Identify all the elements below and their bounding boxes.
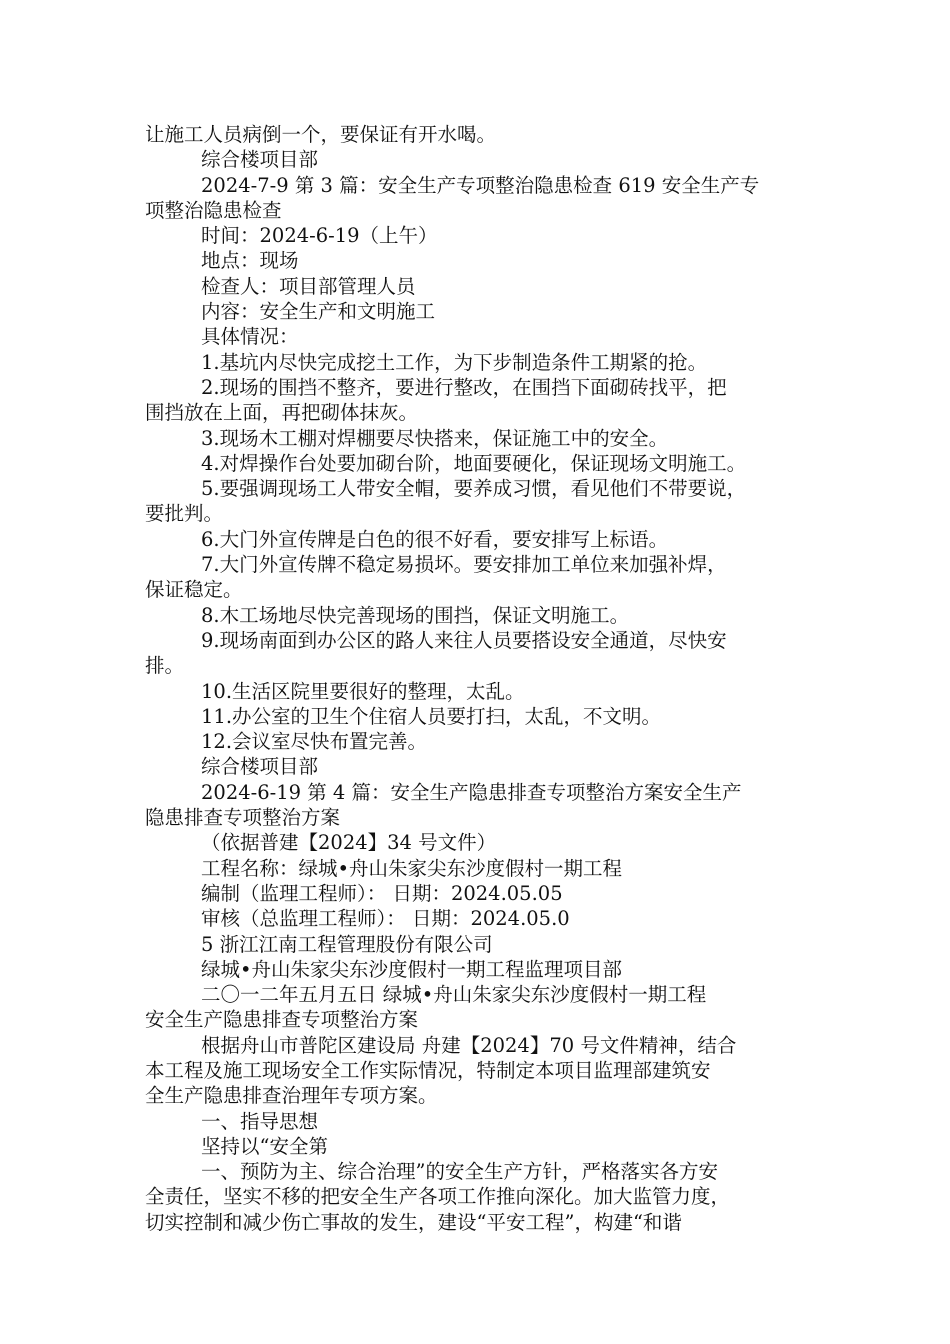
text-line: 综合楼项目部 [201,755,319,779]
text-line: 根据舟山市普陀区建设局 舟建【2024】70 号文件精神，结合 [201,1033,737,1057]
text-line: 11.办公室的卫生个住宿人员要打扫，太乱，不文明。 [201,704,662,728]
document-body [145,122,810,1235]
text-line: 保证稳定。 [145,578,243,602]
text-line: 工程名称：绿城•舟山朱家尖东沙度假村一期工程 [201,856,623,880]
text-line: 二〇一二年五月五日 绿城•舟山朱家尖东沙度假村一期工程 [201,983,707,1007]
text-line: 审核（总监理工程师）： 日期：2024.05.0 [201,907,570,931]
text-line: 8.木工场地尽快完善现场的围挡，保证文明施工。 [201,603,630,627]
text-line: 内容：安全生产和文明施工 [201,300,436,324]
text-line: 10.生活区院里要很好的整理，太乱。 [201,679,525,703]
text-line: 围挡放在上面，再把砌体抹灰。 [145,401,419,425]
text-line: 7.大门外宣传牌不稳定易损坏。要安排加工单位来加强补焊， [201,553,727,577]
text-line: 3.现场木工棚对焊棚要尽快搭来，保证施工中的安全。 [201,426,669,450]
text-line: 1.基坑内尽快完成挖土工作，为下步制造条件工期紧的抢。 [201,350,708,374]
text-line: 综合楼项目部 [201,148,319,172]
text-line: 排。 [145,654,185,678]
text-line: 项整治隐患检查 [145,198,282,222]
text-line: 隐患排查专项整治方案 [145,806,341,830]
text-line: 9.现场南面到办公区的路人来往人员要搭设安全通道，尽快安 [201,628,727,652]
text-line: 5.要强调现场工人带安全帽，要养成习惯，看见他们不带要说， [201,477,747,501]
text-line: 要批判。 [145,502,224,526]
text-line: 让施工人员病倒一个，要保证有开水喝。 [145,123,497,146]
text-line: 一、预防为主、综合治理”的安全生产方针，严格落实各方安 [201,1160,718,1184]
text-line: 本工程及施工现场安全工作实际情况，特制定本项目监理部建筑安 [145,1058,711,1082]
text-line: 6.大门外宣传牌是白色的很不好看，要安排写上标语。 [201,527,669,551]
text-line: 检查人：项目部管理人员 [201,274,416,298]
text-line: 5 浙江江南工程管理股份有限公司 [201,932,493,956]
text-line: （依据普建【2024】34 号文件） [201,831,497,855]
text-line: 2024-7-9 第 3 篇：安全生产专项整治隐患检查 619 安全生产专 [201,173,760,197]
text-line: 编制（监理工程师）： 日期：2024.05.05 [201,881,563,905]
text-line: 安全生产隐患排查专项整治方案 [145,1008,419,1032]
text-line: 2.现场的围挡不整齐，要进行整改，在围挡下面砌砖找平，把 [201,375,727,399]
text-line: 坚持以“安全第 [201,1134,328,1158]
text-line: 2024-6-19 第 4 篇：安全生产隐患排查专项整治方案安全生产 [201,780,742,804]
text-line: 切实控制和减少伤亡事故的发生，建设“平安工程”，构建“和谐 [145,1210,682,1234]
text-line: 时间：2024-6-19（上午） [201,224,438,248]
text-line: 地点：现场 [201,249,299,273]
text-line: 4.对焊操作台处要加砌台阶，地面要硬化，保证现场文明施工。 [201,451,747,475]
text-line: 全生产隐患排查治理年专项方案。 [145,1084,438,1108]
text-line: 12.会议室尽快布置完善。 [201,730,428,754]
text-line: 一、指导思想 [201,1109,319,1133]
text-line: 绿城•舟山朱家尖东沙度假村一期工程监理项目部 [201,957,623,981]
text-line: 全责任，坚实不移的把安全生产各项工作推向深化。加大监管力度， [145,1185,731,1209]
text-line: 具体情况： [201,325,299,349]
